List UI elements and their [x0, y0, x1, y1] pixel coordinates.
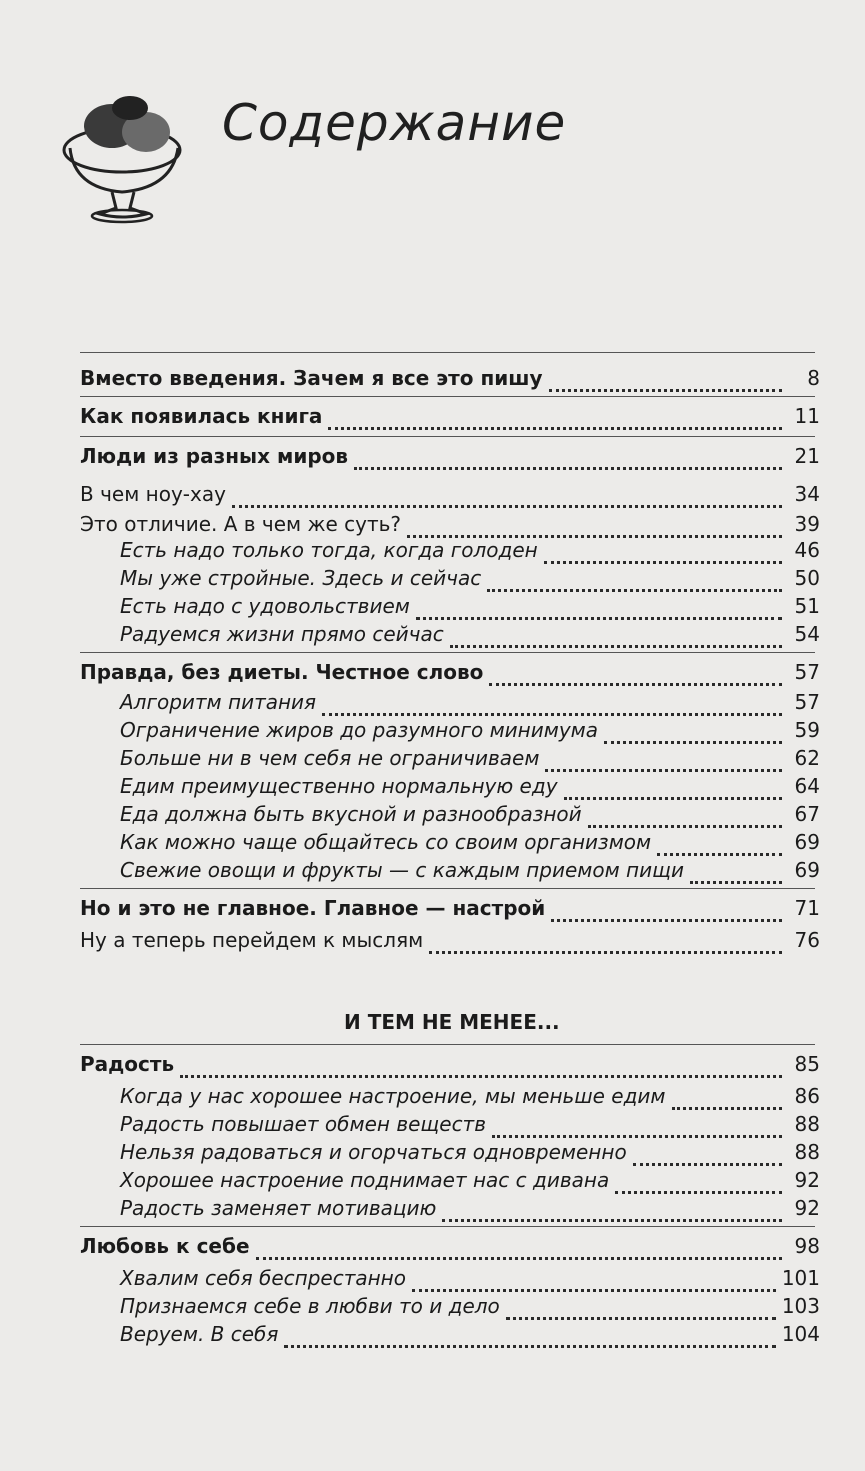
dot-leader	[354, 453, 782, 470]
dot-leader	[429, 937, 782, 954]
toc-entry-title: Когда у нас хорошее настроение, мы меньше едим	[120, 1084, 666, 1108]
toc-entry-page: 51	[794, 594, 820, 618]
toc-entry-page: 46	[794, 538, 820, 562]
toc-entry-title: Больше ни в чем себя не ограничиваем	[120, 746, 540, 770]
toc-entry	[80, 1052, 820, 1076]
dot-leader	[551, 905, 782, 922]
divider	[80, 436, 815, 437]
toc-entry-page: 21	[794, 444, 820, 468]
toc-entry-title: Как появилась книга	[80, 404, 323, 428]
toc-entry-page: 88	[794, 1140, 820, 1164]
toc-entry	[120, 1294, 820, 1318]
toc-entry	[120, 858, 820, 882]
toc-entry-title: Хвалим себя беспрестанно	[120, 1266, 406, 1290]
toc-entry	[120, 1196, 820, 1220]
dot-leader	[412, 1275, 776, 1292]
toc-entry-title: Нельзя радоваться и огорчаться одновременно	[120, 1140, 627, 1164]
toc-entry-page: 86	[794, 1084, 820, 1108]
toc-entry-title: Ограничение жиров до разумного минимума	[120, 718, 598, 742]
dot-leader	[549, 375, 782, 392]
dot-leader	[284, 1331, 775, 1348]
toc-entry-title: Как можно чаще общайтесь со своим организмом	[120, 830, 652, 854]
dot-leader	[487, 575, 782, 592]
toc-entry	[120, 1112, 820, 1136]
toc-entry	[120, 718, 820, 742]
toc-entry-title: Ну а теперь перейдем к мыслям	[80, 928, 424, 952]
dot-leader	[690, 867, 782, 884]
dot-leader	[615, 1177, 782, 1194]
toc-entry-page: 59	[794, 718, 820, 742]
toc-entry-title: Это отличие. А в чем же суть?	[80, 512, 402, 536]
dot-leader	[450, 631, 782, 648]
dot-leader	[545, 755, 782, 772]
toc-entry-title: Радуемся жизни прямо сейчас	[120, 622, 444, 646]
toc-entry-title: Радость повышает обмен веществ	[120, 1112, 486, 1136]
toc-entry-page: 11	[794, 404, 820, 428]
dot-leader	[657, 839, 782, 856]
dot-leader	[416, 603, 782, 620]
dot-leader	[492, 1121, 782, 1138]
dot-leader	[232, 491, 782, 508]
toc-entry-page: 39	[794, 512, 820, 536]
toc-entry	[80, 482, 820, 506]
section-heading: И ТЕМ НЕ МЕНЕЕ...	[344, 1010, 560, 1034]
toc-entry	[80, 1234, 820, 1258]
toc-entry-title: Радость заменяет мотивацию	[120, 1196, 437, 1220]
dot-leader	[328, 413, 782, 430]
toc-entry-title: Мы уже стройные. Здесь и сейчас	[120, 566, 482, 590]
toc-entry-page: 104	[781, 1322, 820, 1346]
toc-entry-page: 103	[781, 1294, 820, 1318]
toc-entry-page: 92	[794, 1196, 820, 1220]
toc-entry-title: Любовь к себе	[80, 1234, 250, 1258]
toc-entry	[120, 622, 820, 646]
toc-entry	[120, 594, 820, 618]
toc-entry-title: Едим преимущественно нормальную еду	[120, 774, 558, 798]
toc-entry	[80, 444, 820, 468]
dot-leader	[633, 1149, 782, 1166]
toc-entry-title: Но и это не главное. Главное — настрой	[80, 896, 546, 920]
toc-entry-title: Признаемся себе в любви то и дело	[120, 1294, 500, 1318]
toc-entry	[120, 774, 820, 798]
toc-entry-title: Есть надо только тогда, когда голоден	[120, 538, 538, 562]
toc-entry-page: 67	[794, 802, 820, 826]
dot-leader	[588, 811, 782, 828]
toc-entry-title: Веруем. В себя	[120, 1322, 279, 1346]
toc-entry-title: Правда, без диеты. Честное слово	[80, 660, 484, 684]
toc-entry	[120, 1322, 820, 1346]
dot-leader	[322, 699, 782, 716]
toc-entry-page: 69	[794, 830, 820, 854]
toc-entry-page: 76	[794, 928, 820, 952]
toc-entry-title: Есть надо с удовольствием	[120, 594, 410, 618]
dot-leader	[442, 1205, 782, 1222]
toc-entry-title: Еда должна быть вкусной и разнообразной	[120, 802, 582, 826]
toc-entry-page: 101	[781, 1266, 820, 1290]
toc-entry-title: Свежие овощи и фрукты — с каждым приемом пищи	[120, 858, 684, 882]
toc-entry	[120, 690, 820, 714]
toc-entry-page: 71	[794, 896, 820, 920]
toc-entry	[80, 896, 820, 920]
toc-entry	[120, 746, 820, 770]
toc-entry-title: Радость	[80, 1052, 175, 1076]
page-title: Содержание	[222, 94, 567, 152]
dot-leader	[564, 783, 782, 800]
dot-leader	[180, 1061, 782, 1078]
toc-entry	[120, 1266, 820, 1290]
toc-entry-page: 57	[794, 660, 820, 684]
toc-entry-page: 54	[794, 622, 820, 646]
toc-entry-page: 92	[794, 1168, 820, 1192]
toc-entry-title: Вместо введения. Зачем я все это пишу	[80, 366, 543, 390]
divider	[80, 888, 815, 889]
toc-entry-page: 8	[807, 366, 820, 390]
dot-leader	[544, 547, 782, 564]
toc-entry-page: 34	[794, 482, 820, 506]
divider	[80, 1226, 815, 1227]
toc-entry-title: В чем ноу-хау	[80, 482, 226, 506]
dot-leader	[256, 1243, 782, 1260]
toc-entry	[80, 512, 820, 536]
toc-entry	[80, 404, 820, 428]
toc-entry-title: Люди из разных миров	[80, 444, 349, 468]
dot-leader	[672, 1093, 782, 1110]
toc-entry	[80, 928, 820, 952]
toc-entry	[120, 1084, 820, 1108]
dot-leader	[489, 669, 782, 686]
toc-entry-page: 69	[794, 858, 820, 882]
toc-entry-page: 62	[794, 746, 820, 770]
toc-entry-page: 57	[794, 690, 820, 714]
divider	[80, 396, 815, 397]
divider	[80, 652, 815, 653]
toc-entry-page: 88	[794, 1112, 820, 1136]
dot-leader	[407, 521, 782, 538]
toc-entry	[120, 566, 820, 590]
toc-entry-title: Алгоритм питания	[120, 690, 317, 714]
dot-leader	[506, 1303, 776, 1320]
toc-entry-title: Хорошее настроение поднимает нас с дивана	[120, 1168, 610, 1192]
toc-entry	[120, 1168, 820, 1192]
toc-entry-page: 85	[794, 1052, 820, 1076]
toc-entry-page: 98	[794, 1234, 820, 1258]
toc-entry	[120, 830, 820, 854]
toc-entry	[120, 538, 820, 562]
toc-entry-page: 64	[794, 774, 820, 798]
toc-entry-page: 50	[794, 566, 820, 590]
divider	[80, 1044, 815, 1045]
toc-entry	[80, 366, 820, 390]
toc-entry	[120, 802, 820, 826]
toc-entry	[80, 660, 820, 684]
dot-leader	[604, 727, 782, 744]
toc-entry	[120, 1140, 820, 1164]
